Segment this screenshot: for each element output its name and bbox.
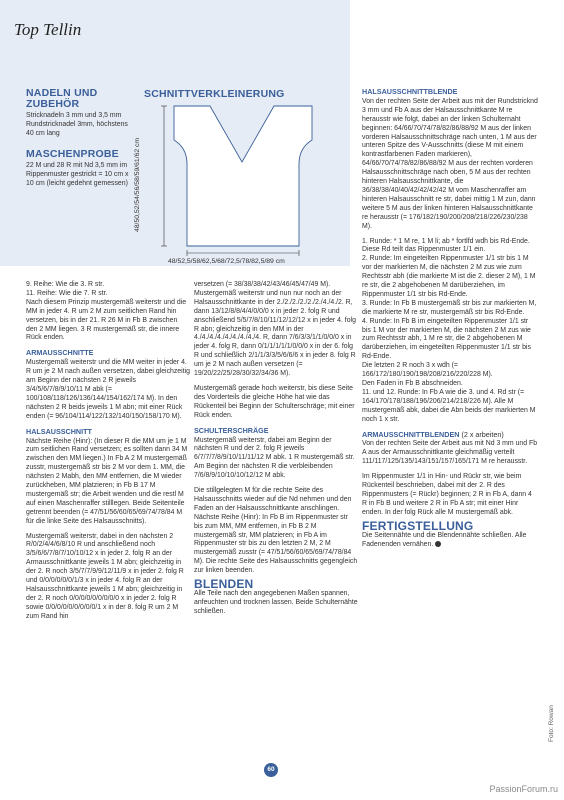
runde-4-repeat: Die letzten 2 R noch 3 x wdh (= 166/172/180/190/198/208/216/220/228 M).: [362, 362, 493, 379]
naechste-reihe-text: Nächste Reihe (Hinr): In Fb B im Rippenmuster str bis zum MM, MM entfernen, in Fb B 2 M mustergemäß str, MM platzieren; in Fb A im Rippenmuster str bis zu den letzten 2 M, 2 M mustergemäß zusstr (= 47/51/56/60/65/69/74/78/84 M). Die rechte Seite des Halsausschnitts gegengleich zur linken beenden.: [194, 513, 358, 575]
header-right: [350, 0, 564, 86]
heading-armausschnitte: ARMAUSSCHNITTE: [26, 348, 94, 358]
halsausschnitt-text: Nächste Reihe (Hinr): (In dieser R die MM um je 1 M zum seitlichen Rand versetzen; es sollten dann 34 M zwischen den MM liegen.) In Fb A 2 M mustergemäß zusstr, mustergemäß str bis 2 M vor dem 1. MM, die nächsten 2 Mabh, den MM entfernen, die M wieder zurückheben, MM platzieren; in Fb B 17 M mustergemäß str; die Arbeit wenden und die restl M auf einen Maschenraffer stilllegen. Beide Seitenteile getrennt beenden (= 47/51/56/60/65/69/74/78/84 M für die linke Seite des Halsausschnitts).: [26, 437, 188, 525]
heading-fertigstellung: FERTIGSTELLUNG: [362, 518, 474, 533]
still-text: Die stillgelegten M für die rechte Seite des Halsausschnitts wieder auf die Nd nehmen und den Faden an der Halsausschnittkante anschlingen.: [194, 487, 352, 512]
runde-1: 1. Runde: * 1 M re, 1 M li; ab * fortlfd wdh bis Rd-Ende.: [362, 237, 530, 245]
armblenden-text: Von der rechten Seite der Arbeit aus mit Nd 3 mm und Fb A aus der Armausschnittkante gleichmäßig verteilt 111/117/125/135/143/151/157/165/171 M re herausstr.: [362, 440, 538, 466]
armblenden-title: ARMAUSSCHNITTBLENDEN: [362, 429, 460, 439]
heading-schulterschraege: SCHULTERSCHRÄGE: [194, 425, 269, 435]
blenden-text: Alle Teile nach den angegebenen Maßen spannen, anfeuchten und trocknen lassen. Beide Schulternähte schließen.: [194, 590, 358, 615]
armblenden-note: (2 x arbeiten): [461, 429, 504, 439]
photo-credit: Foto: Rowan: [548, 705, 555, 742]
runde-3: 3. Runde: In Fb B mustergemäß str bis zur markierten M, die markierte M re str, mustergemäß str bis Rd-Ende.: [362, 299, 537, 316]
runde-2: 2. Runde: Im eingeteilten Rippenmuster 1/1 str bis 1 M vor der markierten M, die nächsten 2 M zus wie zum Rechtsstr abh (die markierte M ist die 2. dieser 2 M), 1 M re str, die 2 abgehobenen M darüberziehen, im Rippenmuster 1/1 str bis Rd-Ende.: [362, 255, 536, 298]
schematic-vertical-label: 48/50,52/54/56/58/59/61/62 cm: [134, 137, 141, 232]
page-title: Top Tellin: [14, 20, 82, 39]
runde-4-cut: Den Faden in Fb B abschneiden.: [362, 380, 463, 387]
col2-cont: versetzen (= 38/38/38/42/43/46/45/47/49 M). Mustergemäß weiterstr und nun nur noch an der Halsausschnittkante in der 2./2./2./2./2./2./4./4./2. R, dann 13/12/8/8/4/4/0/0/0 x in jeder 2. folg R und anschließend 5/5/7/8/10/11/12/12/12 x in jeder 4. folg R abn; gleichzeitig in den MM in der 4./4./4./4./4./4./4./4./4. R, dann 7/6/3/3/1/1/0/0/0 x in jeder 4. folg R, dann 0/1/1/1/1/1/0/0/0 x in der 6. folg R und schließlich 2/1/1/3/3/5/6/6/6 x in jeder 8. folg R um je 2 M nach außen versetzen (= 19/20/22/25/28/30/32/34/36 M).: [194, 281, 356, 378]
materials-block: [26, 88, 136, 188]
schematic-heading: SCHNITTVERKLEINERUNG: [144, 88, 285, 100]
row-9: 9. Reihe: Wie die 3. R str.: [26, 281, 105, 288]
page-number: 60: [264, 763, 278, 777]
heading-halsausschnittblende: HALSAUSSCHNITTBLENDE: [362, 87, 458, 96]
column-1: [26, 281, 190, 622]
schematic-block: [144, 88, 344, 100]
runde-1-note: Diese Rd teilt das Rippenmuster 1/1 ein.: [362, 246, 486, 254]
fertigstellung-text: [362, 532, 538, 550]
gauge-heading: MASCHENPROBE: [26, 147, 119, 160]
fertigstellung-content: Die Seitennähte und die Blendennähte schließen. Alle Fadenenden vernähen.: [362, 531, 527, 548]
col2-gerade: Mustergemäß gerade hoch weiterstr, bis diese Seite des Vorderteils die gleiche Höhe hat wie das Rückenteil bei Beginn der Schulterschräge; mit einer Rück enden.: [194, 384, 355, 419]
materials-text: Stricknadeln 3 mm und 3,5 mm Rundstricknadel 3mm, höchstens 40 cm lang: [26, 112, 128, 137]
materials-heading: NADELN UND ZUBEHÖR: [26, 87, 98, 110]
runde-4: 4. Runde: In Fb B im eingeteilten Rippenmuster 1/1 str bis 1 M vor der markierten M, die nächsten 2 M zus wie zum Rechtsstr abh, 1 M re str, die 2 abgehobenen M darüberziehen, im eingeteilten Rippenmuster 1/1 str bis Rd-Ende.: [362, 317, 531, 361]
row-11: 11. Reihe: Wie die 7. R str.: [26, 289, 108, 297]
watermark: PassionForum.ru: [489, 784, 558, 794]
gauge-text: 22 M und 28 R mit Nd 3,5 mm im Rippenmuster gestrickt = 10 cm x 10 cm (leicht gedehnt gemessen): [26, 161, 129, 187]
header-band: [0, 0, 350, 86]
schematic-diagram: [142, 100, 347, 265]
column-3: [362, 88, 538, 549]
column-2: [194, 281, 358, 617]
col1-intro: Nach diesem Prinzip mustergemäß weiterstr und die MM in jeder 4. R um 2 M zum seitlichen Rand hin versetzen, bis in der 21. R 26 M in Fb B zwischen den 2 MM liegen. 3 R mustergemäß str, die innere Rück enden.: [26, 298, 187, 342]
end-mark-icon: [435, 541, 441, 547]
heading-armausschnittblenden: [362, 431, 538, 440]
armblenden-text-2: Im Rippenmuster 1/1 in Hin- und Rückr str, wie beim Rückenteil beschrieben, dabei mit der 2. R des Rippenmusters (= Rückr) beginnen; 2 R in Fb A, dann 4 R in Fb B und weitere 2 R in Fb A str; mit einer Hinr enden. In der folg Rück alle M mustergemäß abk.: [362, 473, 532, 516]
schematic-horizontal-label: 48/52,5/58/62,5/68/72,5/78/82,5/89 cm: [168, 258, 285, 265]
heading-blenden: BLENDEN: [194, 577, 254, 592]
schulter-text: Mustergemäß weiterstr, dabei am Beginn der nächsten R und der 2. folg R jeweils 6/7/7/7/8/9/10/11/11/12 M abk. 1 R mustergemäß str. Am Beginn der nächsten R die verbleibenden 7/6/8/9/10/10/10/12/12 M abk.: [194, 436, 355, 480]
halsblende-text: Von der rechten Seite der Arbeit aus mit der Rundstricknd 3 mm und Fb A aus der Halsausschnittkante M re herausstr wie folgt, dabei an der linken Schulternaht beginnen: 64/66/70/74/78/82/86/88/92 M aus der linken vorderen Halsausschnittschräge nach unten, 1 M aus der unteren Spitze des V-Ausschnitts (diese M mit einem kontrastfarbenen Faden markieren), 64/66/70/74/78/82/86/88/92 M aus der rechten vorderen Halsausschnittschräge nach oben, 5 M aus der rechten hinteren Halsausschnittkante, die 36/38/38/40/40/42/42/42/42 M vom Maschenraffer am hinteren Halsausschnitt re str, dabei mittig 1 M zun, dann weitere 5 M aus der linken hinteren Halsausschnittkante re herausstr (= 176/182/190/200/208/218/226/230/238 M).: [362, 97, 538, 230]
armausschnitte-text: Mustergemäß weiterstr und die MM weiter in jeder 4. R um je 2 M nach außen versetzen, dabei gleichzeitig am Beginn der nächsten 2 R jeweils 3/4/5/6/7/8/9/10/11 M abk (= 100/108/118/126/136/144/154/162/174 M). In den nächsten 2 R beids jeweils 1 M abn; mit einer Rück enden (= 96/104/114/122/132/140/150/158/170 M).: [26, 359, 190, 420]
col1-more: Mustergemäß weiterstr, dabei in den nächsten 2 R/0/2/4/4/6/8/10 R und anschließend noch 3/5/6/6/7/8/7/10/10/12 x in jeder 2. folg R an der Armausschnittkante jeweils 1 M abn; gleichzeitig in der 2. R noch 3/5/7/7/9/9/12/11/9 x in jeder 2. folg R und 0/0/0/0/0/0/1/3 x in jeder 4. folg R an der Halsausschnittkante jeweils 1 M abn; gleichzeitig in der 2. R noch 0/0/0/0/0/0/0/0/0 x in jeder 2. folg R sowie 0/0/0/0/0/0/0/0/0/1 x in der 8. folg R um 2 M zum Rand hin: [26, 532, 184, 620]
runde-11-12: 11. und 12. Runde: In Fb A wie die 3. und 4. Rd str (= 164/170/178/188/196/206/214/218/226 M). Alle M mustergemäß abk, dabei die Abn beids der markierten M noch 1 x str.: [362, 388, 536, 423]
heading-halsausschnitt: HALSAUSSCHNITT: [26, 426, 92, 436]
